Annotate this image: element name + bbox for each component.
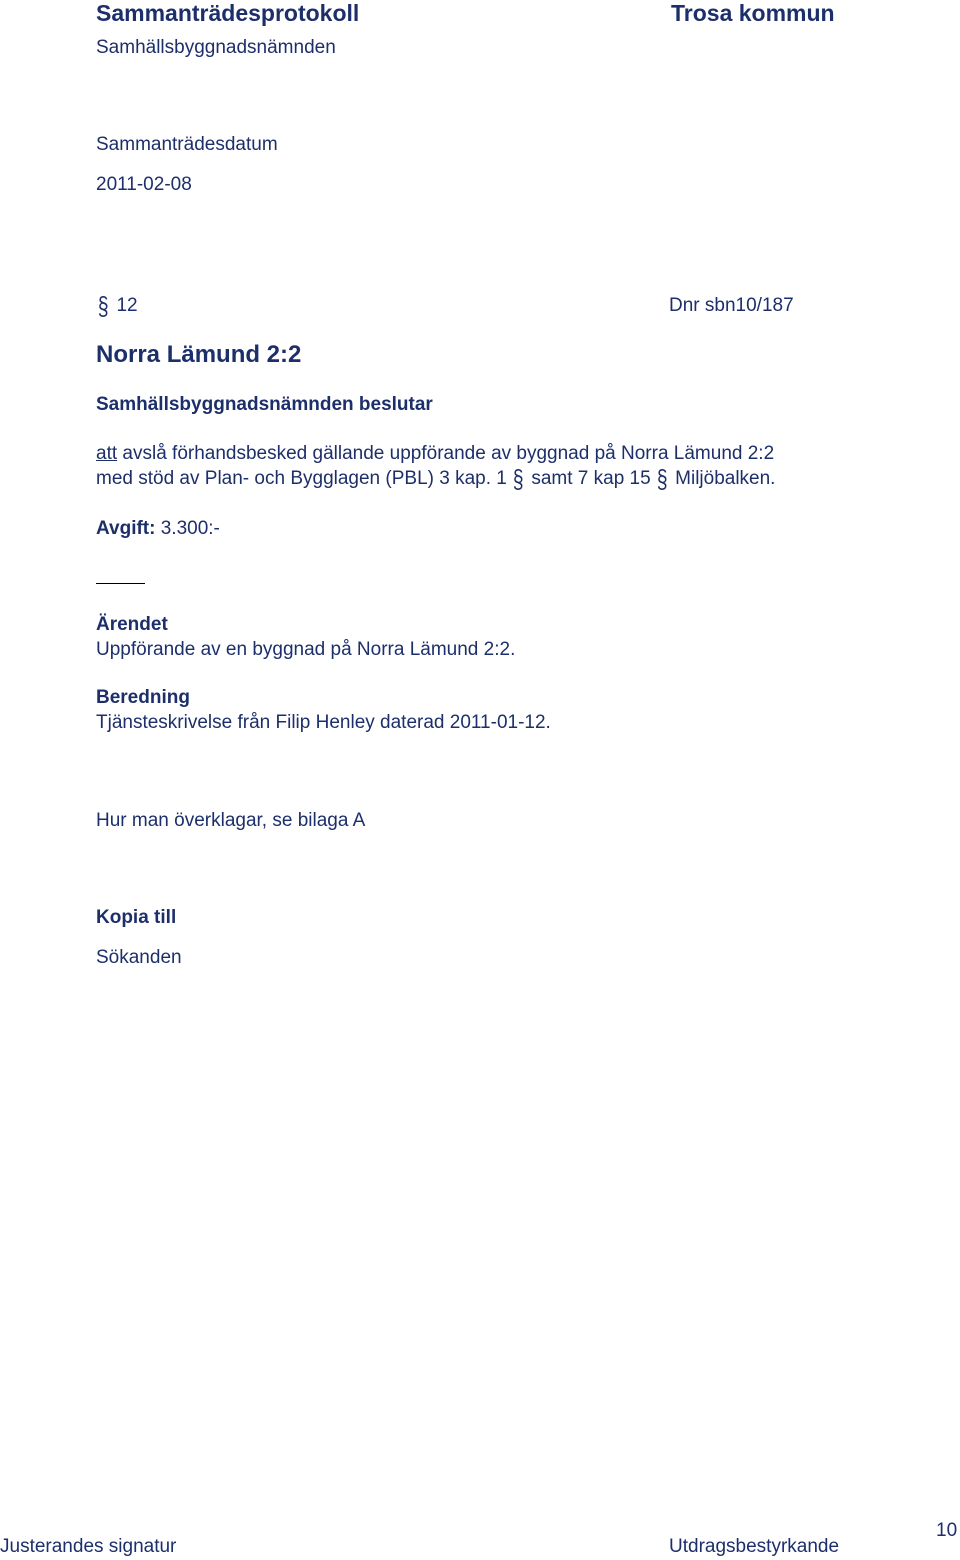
copy-to-heading: Kopia till	[96, 907, 177, 928]
case-heading: Ärendet	[96, 614, 168, 635]
att-keyword: att	[96, 443, 118, 464]
decision-line-1	[96, 443, 774, 465]
fee-line	[96, 518, 220, 540]
paragraph-symbol: §	[97, 291, 109, 321]
item-title: Norra Lämund 2:2	[96, 341, 302, 368]
decision-line-2	[96, 464, 776, 494]
decision-line-1-text: avslå förhandsbesked gällande uppförande av byggnad på Norra Lämund 2:2	[117, 443, 775, 464]
preparation-heading: Beredning	[96, 687, 190, 708]
signature-label: Justerandes signatur	[0, 1536, 177, 1557]
decision-heading: Samhällsbyggnadsnämnden beslutar	[96, 394, 433, 415]
appeal-info: Hur man överklagar, se bilaga A	[96, 810, 366, 831]
meeting-date-label: Sammanträdesdatum	[96, 134, 278, 155]
copy-to-recipient: Sökanden	[96, 947, 182, 968]
paragraph-number	[96, 291, 138, 321]
committee-name: Samhällsbyggnadsnämnden	[96, 37, 336, 58]
organisation-name: Trosa kommun	[671, 0, 835, 26]
separator-line	[96, 583, 145, 584]
certification-label: Utdragsbestyrkande	[669, 1536, 840, 1557]
case-text: Uppförande av en byggnad på Norra Lämund 2:2.	[96, 639, 516, 660]
fee-label: Avgift:	[96, 518, 156, 539]
fee-value: 3.300:-	[155, 518, 220, 539]
paragraph-symbol-inline: §	[512, 464, 524, 494]
decision-line-2-part-1: med stöd av Plan- och Bygglagen (PBL) 3 kap. 1	[96, 468, 507, 489]
diary-number: Dnr sbn10/187	[669, 295, 794, 316]
document-type: Sammanträdesprotokoll	[96, 0, 360, 26]
meeting-date: 2011-02-08	[96, 174, 192, 195]
paragraph-number-value: 12	[116, 295, 138, 316]
decision-line-2-part-3: Miljöbalken.	[675, 468, 776, 489]
preparation-text: Tjänsteskrivelse från Filip Henley daterad 2011-01-12.	[96, 712, 551, 733]
page-number: 10	[936, 1520, 958, 1541]
paragraph-symbol-inline: §	[656, 464, 668, 494]
decision-line-2-part-2: samt 7 kap 15	[531, 468, 651, 489]
